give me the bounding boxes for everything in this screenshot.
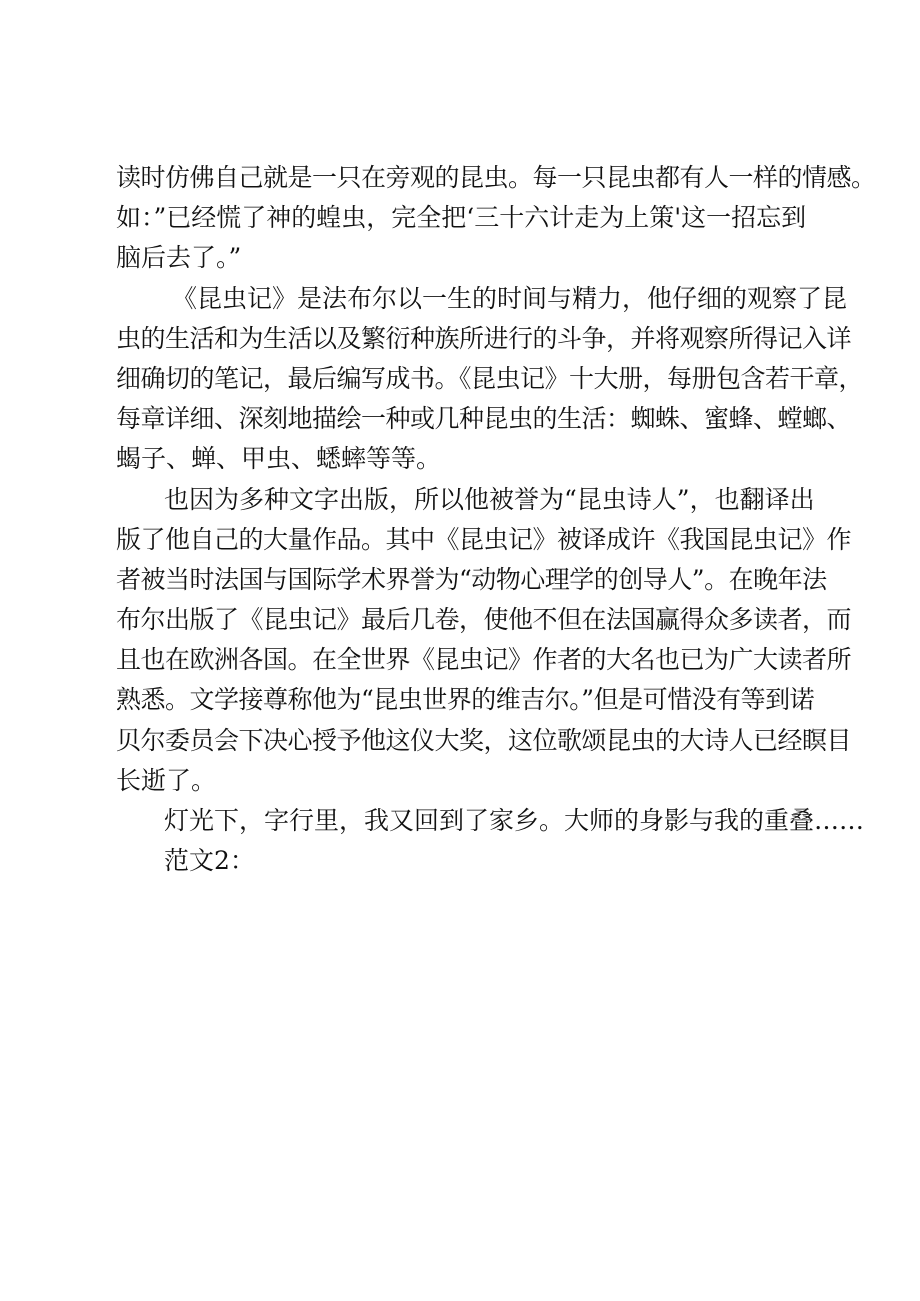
text-line: 也因为多种文字出版，所以他被誉为“昆虫诗人”，也翻译出: [164, 484, 815, 514]
text-line: 长逝了。: [116, 765, 217, 795]
text-line: 脑后去了。”: [116, 243, 242, 273]
text-line: 如：”已经慌了神的蝗虫，完全把‘三十六计走为上策'这一招忘到: [116, 203, 807, 233]
text-line: 虫的生活和为生活以及繁衍种族所进行的斗争，并将观察所得记入详: [116, 323, 852, 353]
section-heading: [116, 841, 836, 881]
text-line: 细确切的笔记，最后编写成书。《昆虫记》十大册，每册包含若干章，: [116, 363, 864, 393]
paragraph-4: [116, 801, 865, 841]
text-line: 贝尔委员会下决心授予他这仪大奖，这位歌颂昆虫的大诗人已经瞑目: [116, 725, 852, 755]
text-line: 读时仿佛自己就是一只在旁观的昆虫。每一只昆虫都有人一样的情感。: [116, 163, 876, 192]
text-line: 且也在欧洲各国。在全世界《昆虫记》作者的大名也已为广大读者所: [116, 645, 852, 675]
text-line: 灯光下，字行里，我又回到了家乡。大师的身影与我的重叠……: [164, 806, 865, 835]
paragraph-2: [116, 279, 864, 480]
paragraph-3: [116, 480, 852, 802]
text-line: 蝎子、蝉、甲虫、蟋蟀等等。: [116, 444, 442, 474]
section-heading-text: 范文2：: [164, 846, 255, 876]
text-line: 版了他自己的大量作品。其中《昆虫记》被译成许《我国昆虫记》作: [116, 524, 852, 554]
text-line: 每章详细、深刻地描绘一种或几种昆虫的生活：蜘蛛、蜜蜂、螳螂、: [116, 404, 852, 434]
document-body: [116, 158, 876, 881]
text-line: 布尔出版了《昆虫记》最后几卷，使他不但在法国赢得众多读者，而: [116, 605, 852, 635]
text-line: 《昆虫记》是法布尔以一生的时间与精力，他仔细的观察了昆: [172, 283, 848, 313]
text-line: 熟悉。文学接尊称他为“昆虫世界的维吉尔。”但是可惜没有等到诺: [116, 685, 815, 715]
paragraph-1: [116, 158, 876, 279]
text-line: 者被当时法国与国际学术界誉为“动物心理学的创导人”。在晚年法: [116, 564, 827, 594]
